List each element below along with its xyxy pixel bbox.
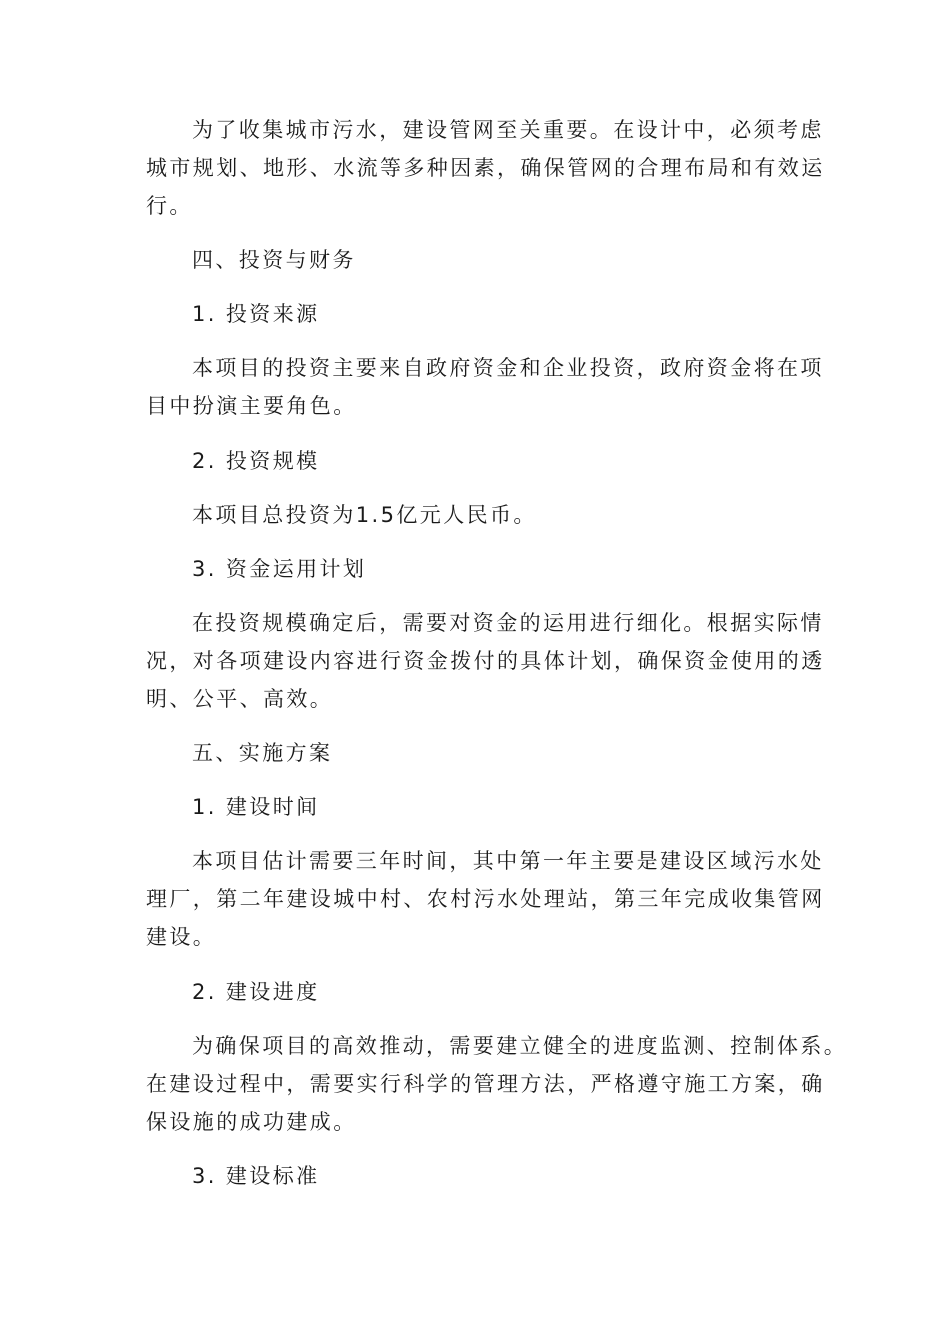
subheading-construction-standard: 3. 建设标准	[192, 1164, 320, 1188]
paragraph-line: 在投资规模确定后，需要对资金的运用进行细化。根据实际情	[192, 611, 824, 635]
subheading-construction-time: 1. 建设时间	[192, 795, 320, 819]
paragraph-line: 本项目总投资为1.5亿元人民币。	[192, 503, 537, 527]
paragraph-line: 明、公平、高效。	[146, 687, 334, 711]
paragraph-construction-time	[146, 842, 825, 956]
paragraph-line: 理厂，第二年建设城中村、农村污水处理站，第三年完成收集管网	[146, 887, 825, 911]
paragraph-construction-progress	[146, 1027, 848, 1141]
subheading-investment-scale: 2. 投资规模	[192, 449, 320, 473]
paragraph-line: 为确保项目的高效推动，需要建立健全的进度监测、控制体系。	[192, 1034, 848, 1058]
paragraph-line: 城市规划、地形、水流等多种因素，确保管网的合理布局和有效运	[146, 156, 825, 180]
paragraph-line: 本项目估计需要三年时间，其中第一年主要是建设区域污水处	[192, 849, 824, 873]
paragraph-line: 本项目的投资主要来自政府资金和企业投资，政府资金将在项	[192, 356, 824, 380]
paragraph-line: 为了收集城市污水，建设管网至关重要。在设计中，必须考虑	[192, 118, 824, 142]
paragraph-line: 况，对各项建设内容进行资金拨付的具体计划，确保资金使用的透	[146, 649, 825, 673]
paragraph-line: 行。	[146, 194, 193, 218]
paragraph-line: 在建设过程中，需要实行科学的管理方法，严格遵守施工方案，确	[146, 1072, 825, 1096]
paragraph-investment-scale	[146, 496, 810, 534]
section-heading-implementation: 五、实施方案	[192, 741, 333, 765]
subheading-fund-plan: 3. 资金运用计划	[192, 557, 367, 581]
paragraph-investment-source	[146, 349, 824, 425]
section-heading-investment-finance: 四、投资与财务	[192, 248, 356, 272]
subheading-investment-source: 1. 投资来源	[192, 302, 320, 326]
paragraph-line: 目中扮演主要角色。	[146, 394, 357, 418]
paragraph-fund-plan	[146, 604, 825, 718]
subheading-construction-progress: 2. 建设进度	[192, 980, 320, 1004]
paragraph-pipe-network	[146, 111, 825, 225]
paragraph-line: 保设施的成功建成。	[146, 1110, 357, 1134]
paragraph-line: 建设。	[146, 925, 217, 949]
